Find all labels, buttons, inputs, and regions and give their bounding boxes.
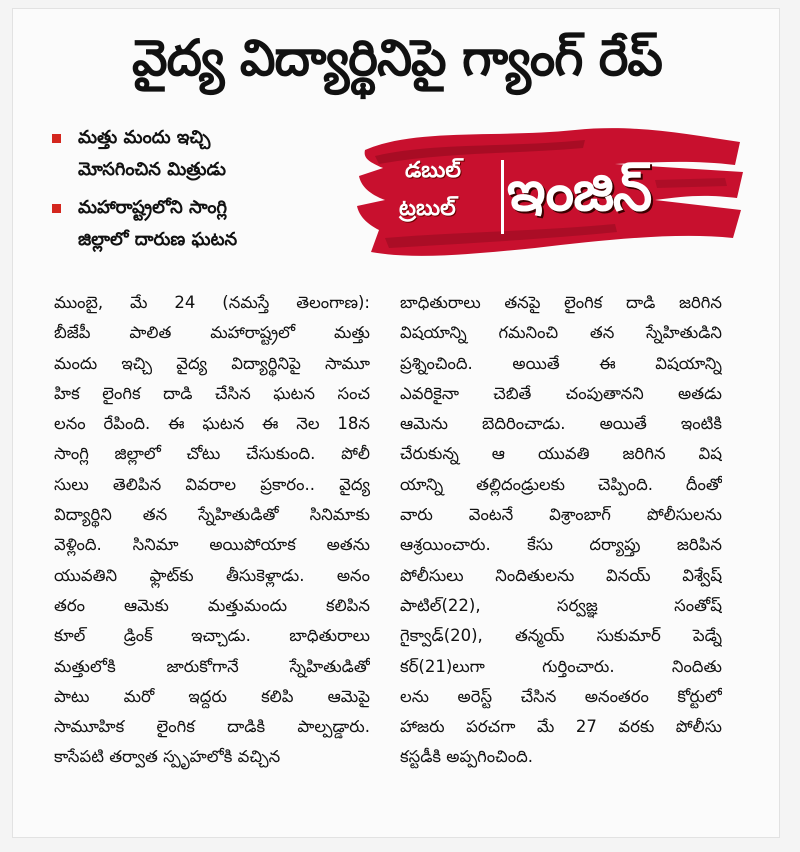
- article-line: పోలీసులు నిందితులను వినయ్ విశ్వేష్: [400, 565, 722, 585]
- double-trouble-engine-logo: [355, 120, 745, 270]
- article-line: సాంగ్లి జిల్లాలో చోటు చేసుకుంది. పోలీ: [54, 444, 370, 464]
- article-line: యాన్ని తల్లిదండ్రులకు చెప్పింది. దీంతో: [400, 474, 722, 494]
- article-line: కూల్ డ్రింక్ ఇచ్చాడు. బాధితురాలు: [54, 626, 370, 646]
- article-line: సులు తెలిపిన వివరాల ప్రకారం.. వైద్య: [54, 474, 370, 494]
- article-column-right: [400, 288, 722, 773]
- article-line: తరం ఆమెకు మత్తుమందు కలిపిన: [54, 595, 370, 615]
- article-line: వెళ్లింది. సినిమా అయిపోయాక అతను: [54, 535, 370, 555]
- article-line: లనం రేపింది. ఈ ఘటన ఈ నెల 18న: [54, 414, 370, 434]
- article-line: గైక్వాడ్(20), తన్మయ్ సుకుమార్ పెడ్నే: [400, 626, 722, 646]
- article-column-left: [54, 288, 370, 773]
- headline: వైద్య విద్యార్థినిపై గ్యాంగ్ రేప్: [132, 29, 662, 87]
- article-line: మందు ఇచ్చి వైద్య విద్యార్థినిపై సామూ: [54, 353, 370, 373]
- bullet-list: [52, 122, 352, 262]
- article-line: చేరుకున్న ఆ యువతి జరిగిన విష: [400, 444, 722, 464]
- article-line: హిక లైంగిక దాడి చేసిన ఘటన సంచ: [54, 383, 370, 403]
- article-line: విద్యార్థిని తన స్నేహితుడితో సినిమాకు: [54, 505, 370, 525]
- square-bullet-icon: [52, 204, 61, 213]
- article-line: కర్(21)లుగా గుర్తించారు. నిందితు: [400, 656, 722, 676]
- article-line: బాధితురాలు తనపై లైంగిక దాడి జరిగిన: [400, 293, 722, 312]
- article-line: ఎవరికైనా చెబితే చంపుతానని అతడు: [400, 383, 722, 403]
- bullet-text-line: జిల్లాలో దారుణ ఘటన: [78, 229, 238, 250]
- logo-word-engine: ఇంజిన్: [507, 159, 652, 224]
- article-line: మత్తులోకి జారుకోగానే స్నేహితుడితో: [54, 656, 370, 676]
- article-line: కస్టడీకి అప్పగించింది.: [400, 747, 534, 767]
- article-line: వారు వెంటనే విశ్రాంబాగ్ పోలీసులను: [400, 505, 722, 525]
- article-line: పాటిల్(22), సర్వజ్ఞ సంతోష్: [400, 595, 722, 615]
- article-line: ఆశ్రయించారు. కేసు దర్యాప్తు జరిపిన: [400, 535, 722, 555]
- bullet-text-line: మత్తు మందు ఇచ్చి: [78, 127, 211, 148]
- bullet-text-line: మోసగించిన మిత్రుడు: [78, 159, 227, 180]
- logo-divider: [501, 160, 504, 234]
- bullet-item: [52, 192, 352, 256]
- article-line: ప్రశ్నించింది. అయితే ఈ విషయాన్ని: [400, 353, 722, 373]
- article-line: ఆమెను బెదిరించాడు. అయితే ఇంటికి: [400, 414, 722, 434]
- square-bullet-icon: [52, 134, 61, 143]
- article-line: హాజరు పరచగా మే 27 వరకు పోలీసు: [400, 717, 722, 737]
- article-line: బీజేపీ పాలిత మహారాష్ట్రలో మత్తు: [54, 323, 370, 343]
- bullet-text-line: మహారాష్ట్రలోని సాంగ్లి: [78, 197, 228, 218]
- article-line: పాటు మరో ఇద్దరు కలిపి ఆమెపై: [54, 686, 370, 706]
- article-line: కాసేపటి తర్వాత స్పృహలోకి వచ్చిన: [54, 747, 281, 767]
- article-line: సామూహిక లైంగిక దాడికి పాల్పడ్డారు.: [54, 717, 370, 737]
- article-line: లను అరెస్ట్ చేసిన అనంతరం కోర్టులో: [400, 686, 722, 706]
- article-line: ముంబై, మే 24 (నమస్తే తెలంగాణ):: [54, 293, 370, 312]
- article-line: యువతిని ఫ్లాట్‌కు తీసుకెళ్లాడు. అనం: [54, 565, 370, 585]
- logo-word-trouble: ట్రబుల్: [399, 196, 456, 221]
- bullet-item: [52, 122, 352, 186]
- logo-word-double: డబుల్: [405, 158, 461, 183]
- article-line: విషయాన్ని గమనించి తన స్నేహితుడిని: [400, 323, 722, 343]
